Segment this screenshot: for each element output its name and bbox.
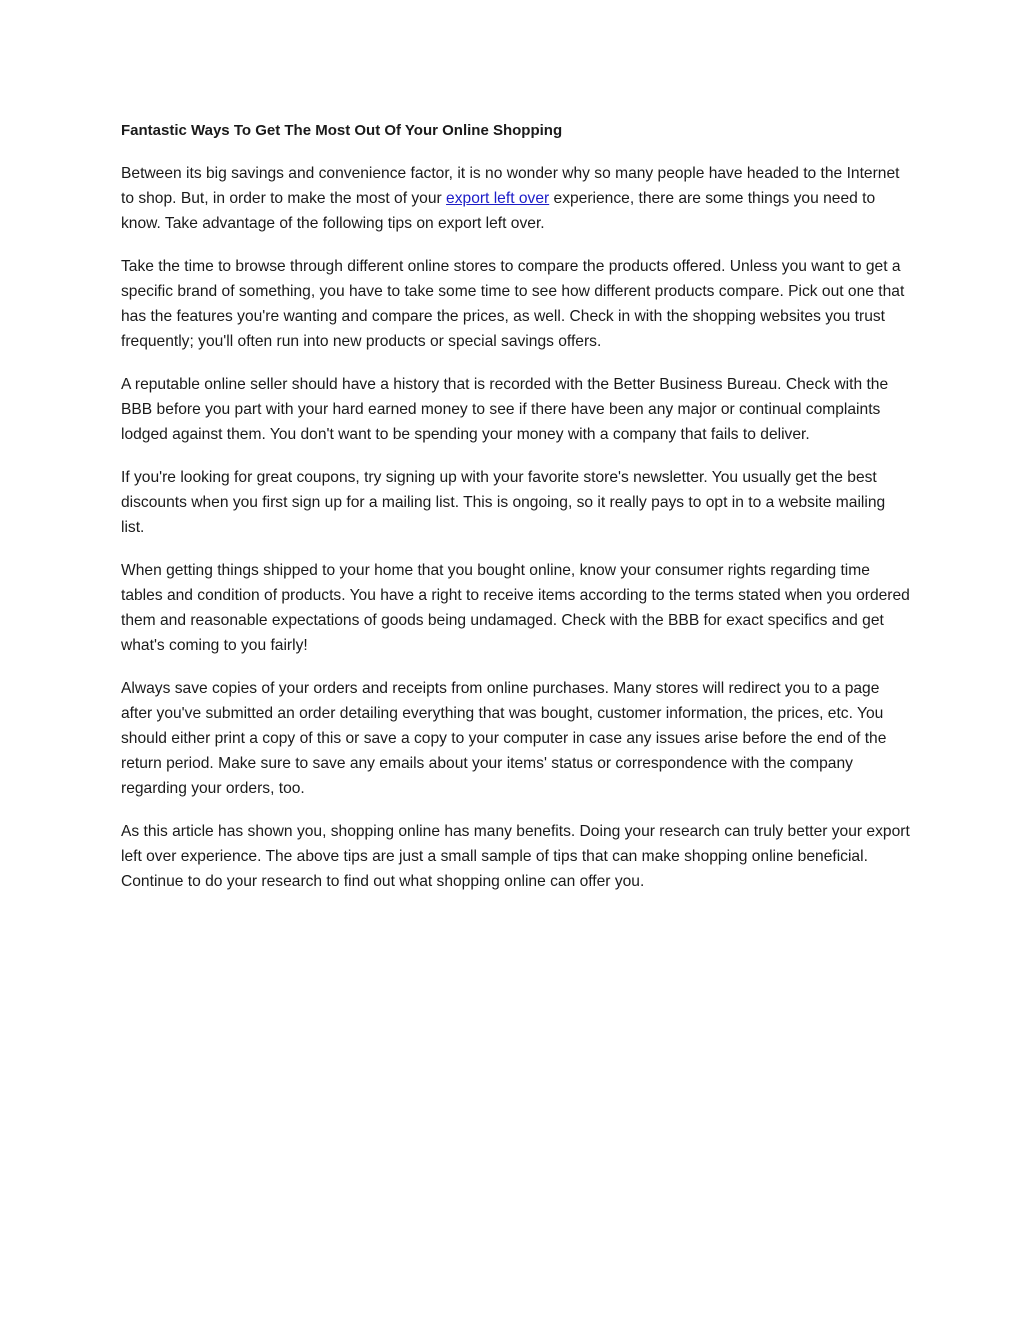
paragraph-save-receipts: Always save copies of your orders and receipts from online purchases. Many stores will redirect you to a page after you've submitted an order detailing everything that was bought, customer information, the prices, etc. You should either print a copy of this or save a copy to your computer in case any issues arise before the end of the return period. Make sure to save any emails about your items' status or correspondence with the company regarding your orders, too. [121, 680, 887, 797]
intro-text-before-link: Between its big savings and convenience factor, it is no wonder why so many people have headed to the Internet to shop. But, in order to make the most of your [121, 165, 900, 207]
paragraph-compare-stores: Take the time to browse through different online stores to compare the products offered. Unless you want to get a specific brand of something, you have to take some time to see how different products compare. Pick out one that has the features you're wanting and compare the prices, as well. Check in with the shopping websites you trust frequently; you'll often run into new products or special savings offers. [121, 258, 905, 350]
export-left-over-link[interactable]: export left over [446, 190, 550, 207]
paragraph-shipping-rights: When getting things shipped to your home that you bought online, know your consumer rights regarding time tables and condition of products. You have a right to receive items according to the terms stated when you ordered them and reasonable expectations of goods being undamaged. Check with the BBB for exact specifics and get what's coming to you fairly! [121, 562, 910, 654]
paragraph-conclusion: As this article has shown you, shopping online has many benefits. Doing your research can truly better your export left over experience. The above tips are just a small sample of tips that can make shopping online beneficial. Continue to do your research to find out what shopping online can offer you. [121, 823, 910, 890]
paragraph-coupons: If you're looking for great coupons, try signing up with your favorite store's newsletter. You usually get the best discounts when you first sign up for a mailing list. This is ongoing, so it really pays to opt in to a website mailing list. [121, 469, 886, 536]
document-title: Fantastic Ways To Get The Most Out Of Your Online Shopping [121, 122, 563, 139]
document-page [121, 118, 911, 912]
intro-text-after-link: experience, there are some things you need to know. Take advantage of the following tips on export left over. [121, 190, 876, 232]
paragraph-reputable-seller: A reputable online seller should have a history that is recorded with the Better Business Bureau. Check with the BBB before you part with your hard earned money to see if there have been any major or continual complaints lodged against them. You don't want to be spending your money with a company that fails to deliver. [121, 376, 889, 443]
intro-paragraph [121, 161, 911, 236]
